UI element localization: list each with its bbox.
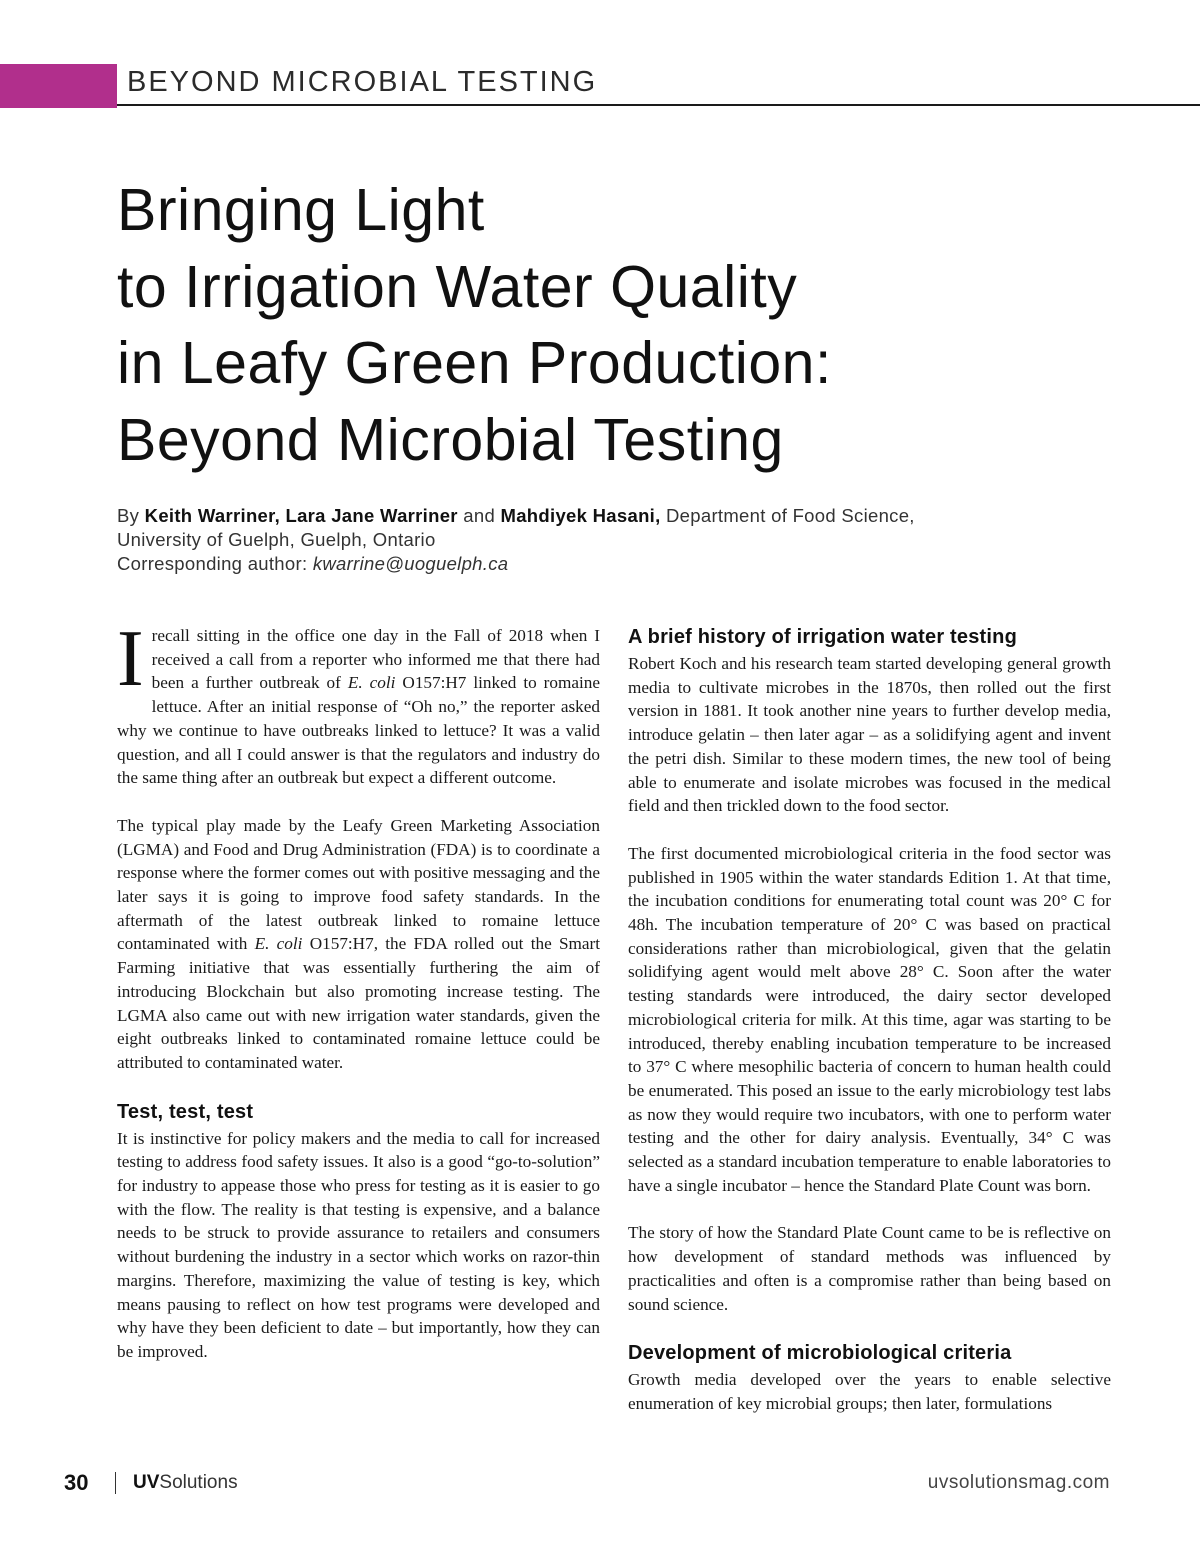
lgma-text-b: O157:H7, the FDA rolled out the Smart Farming initiative that was essentially furthering the aim of introducing Blockchain but also promoting increase testing. The LGMA also came out with new irrigation water standards, given the eight outbreaks linked to contaminated romaine lettuce could be attributed to contaminated water. (117, 934, 600, 1072)
magazine-brand (133, 1472, 238, 1494)
lgma-paragraph (117, 814, 600, 1075)
criteria-1905-paragraph: The first documented microbiological criteria in the food sector was published in 1905 within the water standards Edition 1. At that time, the incubation conditions for enumerating total count was 20° C for 48h. The incubation temperature of 20° C was based on practical considerations rather than microbiological, given that the gelatin solidifying agent would melt above 28° C. Soon after the water testing standards were introduced, the dairy sector developed microbiological criteria for milk. At this time, agar was starting to be introduced, thereby enabling incubation temperature to be increased to 37° C where mesophilic bacteria of concern to human health could be enumerated. This posed an issue to the early microbiology test labs as now they would require two incubators, with one to perform water testing and the other for dairy analysis. Eventually, 34° C was selected as a standard incubation temperature to enable laboratories to have a single incubator – hence the Standard Plate Count was born. (628, 843, 1111, 1195)
right-column (628, 624, 1111, 1416)
byline-authors (117, 504, 1117, 528)
byline-and: and (463, 505, 496, 526)
title-line-3: in Leafy Green Production: (117, 330, 832, 396)
intro-italic: E. coli (347, 673, 396, 693)
title-line-4: Beyond Microbial Testing (117, 406, 784, 473)
header-rule (117, 104, 1200, 106)
page-number: 30 (64, 1470, 89, 1495)
section-header (0, 64, 1200, 108)
subhead-development: Development of microbiological criteria (628, 1342, 1012, 1365)
author-1: Keith Warriner, Lara Jane Warriner (144, 505, 458, 526)
author-email-link[interactable]: kwarrine@uoguelph.ca (312, 553, 509, 574)
author-2: Mahdiyek Hasani, (500, 505, 661, 526)
brand-solutions: Solutions (159, 1472, 238, 1493)
intro-text-a: recall sitting in the office one day in the Fall of 2018 when I received a call from a reporter who informed me that there had been a further outbreak of (151, 626, 600, 693)
lgma-italic: E. coli (254, 934, 303, 954)
title-line-1: Bringing Light (117, 177, 485, 243)
intro-paragraph (117, 615, 600, 790)
title-line-2: to Irrigation Water Quality (117, 253, 798, 320)
affiliation-university: University of Guelph, Guelph, Ontario (117, 529, 436, 550)
koch-paragraph: Robert Koch and his research team started developing general growth media to cultivate microbes in the 1870s, then rolled out the first version in 1881. It took another nine years to further develop media, introduce gelatin – then later agar – as a solidifying agent and invent the petri dish. Similar to these modern times, the new tool of being able to enumerate and isolate microbes was focused in the medical field and then trickled down to the food sector. (628, 654, 1111, 816)
header-accent-bar (0, 64, 117, 108)
subhead-test-test-test: Test, test, test (117, 1100, 254, 1123)
byline-by: By (117, 505, 140, 526)
affiliation-department: Department of Food Science, (666, 505, 915, 526)
intro-text-b: O157:H7 linked to romaine lettuce. After an initial response of “Oh no,” the reporter asked why we continue to have outbreaks linked to lettuce? It was a valid question, and all I could answer is that the regulators and industry do the same thing after an outbreak but expect a different outcome. (117, 673, 600, 788)
corresponding-author (117, 552, 1117, 576)
footer-divider (115, 1472, 116, 1494)
corresponding-label: Corresponding author: (117, 553, 308, 574)
lgma-text-a: The typical play made by the Leafy Green Marketing Association (LGMA) and Food and Drug Administration (FDA) is to coordinate a response where the former comes out with positive messaging and the later says it is going to improve food safety standards. In the aftermath of the latest outbreak linked to romaine lettuce contaminated with (117, 815, 600, 954)
testing-paragraph: It is instinctive for policy makers and the media to call for increased testing to address food safety issues. It also is a good “go-to-solution” for industry to appease those who press for testing as it is easier to go with the flow. The reality is that testing is expensive, and a balance needs to be struck to provide assurance to retailers and consumers without burdening the industry in a sector which works on razor-thin margins. Therefore, maximizing the value of testing is key, which means pausing to reflect on how test programs were developed and why have they been deficient to date – but importantly, how they can be improved. (117, 1128, 600, 1361)
plate-count-paragraph: The story of how the Standard Plate Count came to be is reflective on how development of standard methods was influenced by practicalities and often is a compromise rather than being based on sound science. (628, 1223, 1111, 1314)
drop-cap: I (117, 615, 144, 703)
byline (117, 504, 1117, 576)
page-footer (0, 1466, 1200, 1506)
article-title (117, 172, 1117, 478)
growth-media-paragraph: Growth media developed over the years to enable selective enumeration of key microbial groups; then later, formulations (628, 1370, 1111, 1413)
left-column (117, 615, 600, 1364)
website-link[interactable]: uvsolutionsmag.com (927, 1472, 1110, 1493)
brand-uv: UV (133, 1472, 160, 1493)
section-label: BEYOND MICROBIAL TESTING (127, 66, 598, 98)
subhead-history: A brief history of irrigation water testing (628, 626, 1018, 648)
